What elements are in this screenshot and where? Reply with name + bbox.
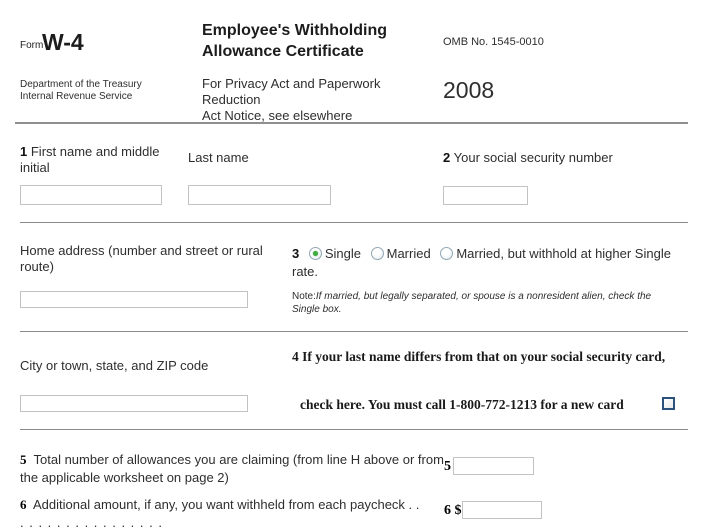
row2-divider	[20, 331, 688, 332]
single-radio[interactable]	[309, 247, 322, 260]
line5-box-label: 5	[444, 459, 451, 474]
form-word: Form	[20, 40, 44, 51]
married-higher-rate-radio[interactable]	[440, 247, 453, 260]
privacy-line2: Act Notice, see elsewhere	[202, 108, 353, 123]
last-name-label: Last name	[188, 150, 249, 165]
last-name-input[interactable]	[188, 185, 331, 205]
first-name-input[interactable]	[20, 185, 162, 205]
new-card-checkbox[interactable]	[662, 397, 675, 410]
agency-line2: Internal Revenue Service	[20, 91, 133, 102]
agency-name	[20, 79, 190, 103]
row1-divider	[20, 222, 688, 223]
home-address-input[interactable]	[20, 291, 248, 308]
note-text: If married, but legally separated, or spouse is a nonresident alien, check the Single box.	[292, 291, 652, 315]
additional-amount-input[interactable]	[462, 501, 542, 519]
single-radio-label: Single	[324, 246, 361, 261]
header-divider	[15, 122, 688, 124]
omb-number: OMB No. 1545-0010	[443, 36, 544, 48]
line4-text: 4 If your last name differs from that on your social security card,	[292, 349, 666, 364]
line6-leader-dots: . . . . . . . . . . . . . . . .	[20, 515, 163, 530]
line1-number: 1	[20, 144, 28, 159]
line4-check-here-text: check here. You must call 1-800-772-1213 for a new card	[300, 397, 624, 412]
city-input[interactable]	[20, 395, 248, 412]
line6-number: 6	[20, 497, 27, 512]
city-label: City or town, state, and ZIP code	[20, 358, 209, 373]
ssn-label: 2 Your social security number	[443, 150, 613, 165]
privacy-line1: For Privacy Act and Paperwork Reduction	[202, 76, 381, 107]
form-title-line2: Allowance Certificate	[202, 43, 364, 60]
married-radio[interactable]	[371, 247, 384, 260]
agency-line1: Department of the Treasury	[20, 79, 142, 90]
form-title	[202, 20, 432, 62]
marital-note	[292, 290, 670, 316]
line3-number: 3	[292, 246, 300, 261]
allowances-input[interactable]	[453, 457, 534, 475]
dollar-sign: $	[454, 503, 462, 518]
note-label: Note:	[292, 291, 316, 302]
line5-number: 5	[20, 452, 27, 467]
married-higher-rate-radio-label: Married, but withhold at higher Single rate.	[292, 246, 671, 279]
line2-number: 2	[443, 150, 451, 165]
first-name-label: 1 First name and middle initial	[20, 144, 160, 175]
form-year: 2008	[443, 77, 495, 103]
line6-text: 6 Additional amount, if any, you want withheld from each paycheck . .	[20, 497, 420, 512]
form-title-line1: Employee's Withholding	[202, 22, 387, 39]
form-number: W-4	[42, 29, 84, 55]
privacy-notice	[202, 76, 442, 124]
home-address-label: Home address (number and street or rural route)	[20, 243, 263, 274]
marital-status-group	[292, 245, 690, 280]
line4-number: 4	[292, 349, 299, 364]
row3-divider	[20, 429, 688, 430]
ssn-input[interactable]	[443, 186, 528, 205]
line6-box-label: 6 $	[444, 503, 462, 518]
married-radio-label: Married	[386, 246, 431, 261]
line5-text: 5 Total number of allowances you are claiming (from line H above or from the applicable worksheet on page 2)	[20, 452, 444, 485]
